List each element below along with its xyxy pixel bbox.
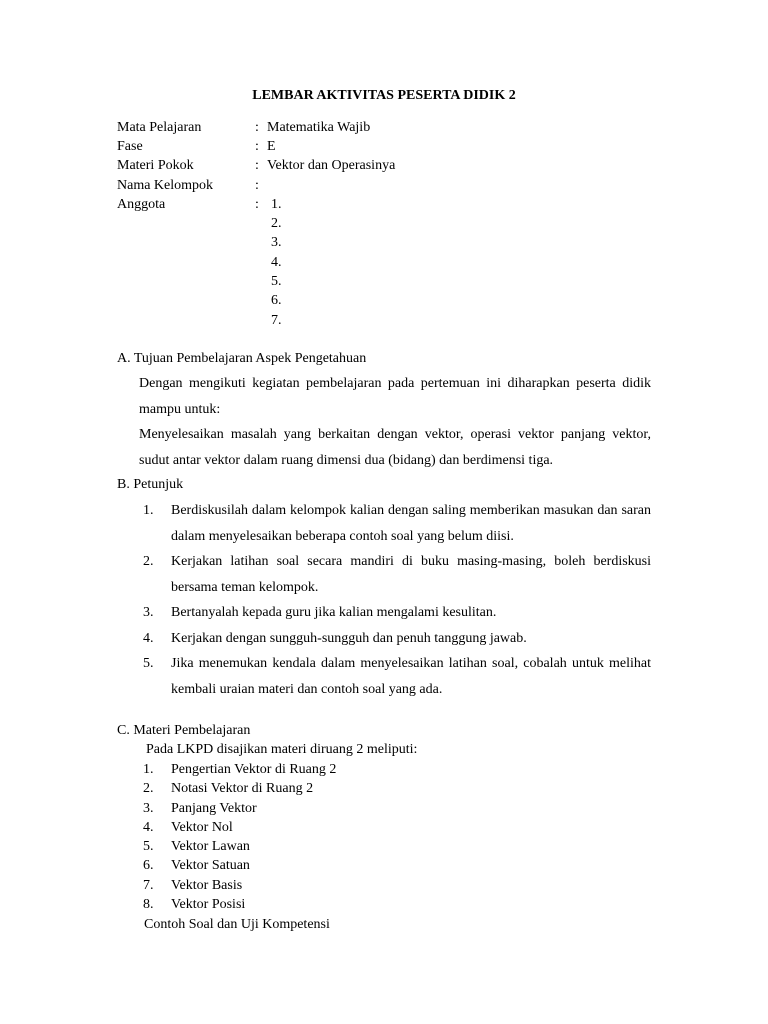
list-item-number: 3. (143, 800, 154, 816)
list-item-text: Jika menemukan kendala dalam menyelesaikan latihan soal, cobalah untuk melihat kembali uraian materi dan contoh soal yang ada. (171, 656, 651, 697)
info-colon: : (255, 178, 259, 193)
list-item-number: 8. (143, 897, 154, 913)
member-number: 5. (271, 274, 282, 289)
list-item-text: Pengertian Vektor di Ruang 2 (171, 762, 337, 777)
list-item (139, 651, 651, 702)
member-number: 2. (271, 216, 282, 231)
section-a-heading: A. Tujuan Pembelajaran Aspek Pengetahuan (117, 351, 367, 366)
list-item-text: Vektor Basis (171, 877, 243, 893)
list-item-number: 6. (143, 858, 154, 874)
section-a-paragraph-2: Menyelesaikan masalah yang berkaitan dengan vektor, operasi vektor panjang vektor, sudut antar vektor dalam ruang dimensi dua (bidang) dan berdimensi tiga. (139, 427, 651, 468)
info-label: Materi Pokok (117, 158, 194, 173)
list-item-text: Kerjakan latihan soal secara mandiri di buku masing-masing, boleh berdiskusi bersama teman kelompok. (171, 554, 651, 595)
info-label: Mata Pelajaran (117, 120, 202, 135)
info-label: Nama Kelompok (117, 178, 214, 193)
info-value: Vektor dan Operasinya (267, 158, 396, 173)
info-colon: : (255, 197, 259, 212)
section-a-paragraph-1: Dengan mengikuti kegiatan pembelajaran pada pertemuan ini diharapkan peserta didik mampu untuk: (139, 376, 651, 417)
info-colon: : (255, 139, 259, 154)
list-item (139, 626, 651, 652)
list-item (139, 600, 651, 626)
list-item-text: Berdiskusilah dalam kelompok kalian dengan saling memberikan masukan dan saran dalam menyelesaikan beberapa contoh soal yang belum diisi. (171, 503, 651, 544)
member-number: 3. (271, 235, 282, 250)
list-item-number: 4. (143, 630, 154, 646)
list-item-number: 2. (143, 554, 154, 569)
info-value: Matematika Wajib (267, 120, 371, 135)
section-c-heading: C. Materi Pembelajaran (117, 723, 251, 738)
member-number: 4. (271, 255, 282, 270)
section-b-heading: B. Petunjuk (117, 477, 184, 492)
list-item-text: Vektor Lawan (171, 839, 250, 855)
list-item-number: 4. (143, 819, 154, 835)
list-item-number: 1. (143, 762, 154, 777)
list-item-text: Panjang Vektor (171, 800, 257, 816)
list-item-number: 2. (143, 781, 154, 797)
list-item (139, 498, 651, 549)
info-label: Anggota (117, 197, 166, 212)
list-item-text: Vektor Satuan (171, 858, 250, 874)
info-label: Fase (117, 139, 143, 154)
list-item (139, 549, 651, 600)
info-value: E (267, 139, 276, 154)
list-item-number: 5. (143, 656, 154, 671)
document-title: LEMBAR AKTIVITAS PESERTA DIDIK 2 (252, 88, 516, 103)
member-number: 1. (271, 197, 282, 212)
list-item-text: Notasi Vektor di Ruang 2 (171, 781, 314, 797)
list-item-text: Vektor Posisi (171, 897, 246, 913)
member-number: 7. (271, 313, 282, 328)
info-colon: : (255, 120, 259, 135)
instruction-list (139, 498, 651, 702)
section-c-footer: Contoh Soal dan Uji Kompetensi (144, 917, 330, 932)
list-item-text: Kerjakan dengan sungguh-sungguh dan penuh tanggung jawab. (171, 630, 527, 646)
member-number: 6. (271, 293, 282, 308)
list-item-number: 7. (143, 877, 154, 893)
list-item-text: Vektor Nol (171, 819, 233, 835)
list-item-number: 1. (143, 503, 154, 518)
list-item-number: 3. (143, 605, 154, 620)
section-c-intro: Pada LKPD disajikan materi diruang 2 meliputi: (146, 742, 418, 757)
list-item-number: 5. (143, 839, 154, 855)
info-colon: : (255, 158, 259, 173)
list-item-text: Bertanyalah kepada guru jika kalian mengalami kesulitan. (171, 605, 497, 620)
